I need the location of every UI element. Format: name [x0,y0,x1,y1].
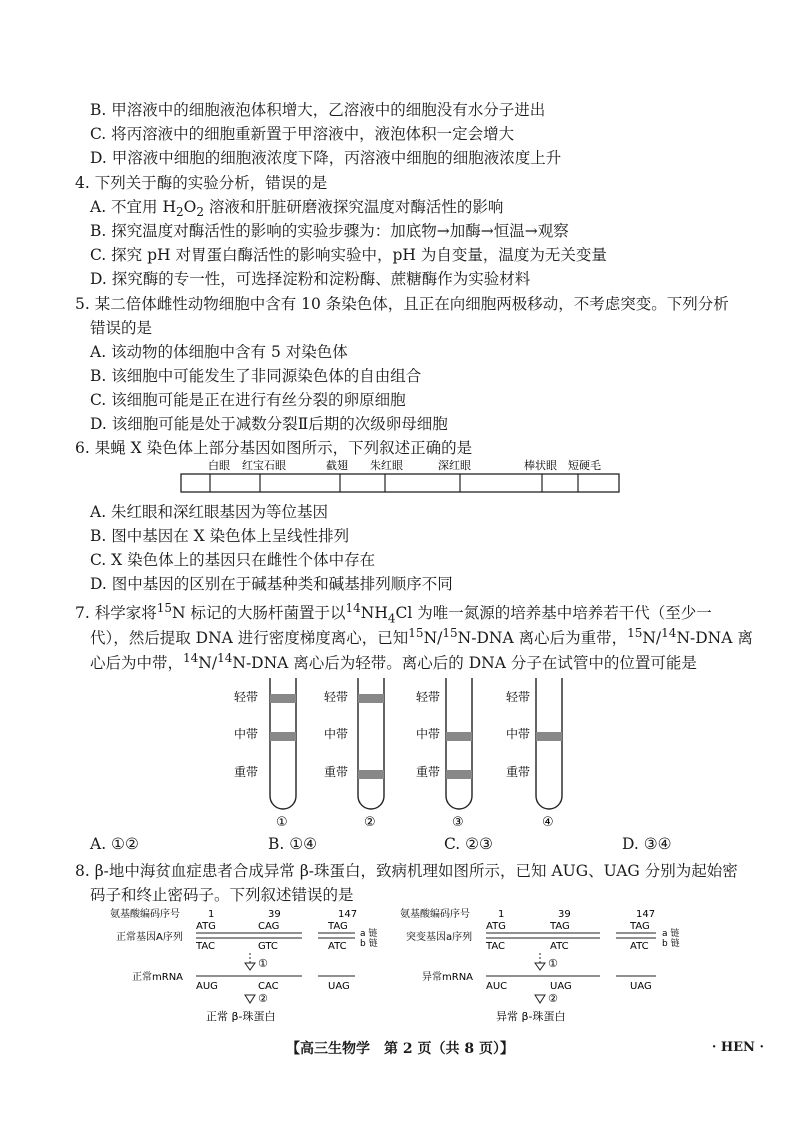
position-1: 1 [208,909,215,920]
q4-option-c: C. 探究 pH 对胃蛋白酶活性的影响实验中，pH 为自变量，温度为无关变量 [90,246,607,264]
tube-number: ③ [452,815,464,830]
q8-stem-line2: 码子和终止密码子。下列叙述错误的是 [90,886,354,904]
a-chain-label: a 链 [662,929,680,939]
position-147: 147 [338,909,358,920]
band-label-heavy: 重带 [506,765,531,779]
q7-stem-line2: 代），然后提取 DNA 进行密度梯度离心，已知$^{15}$N/$^{15}$N-DNA 离心后为重带，$^{15}$N/$^{14}$N-DNA 离 [90,626,753,648]
tube-number: ① [276,815,288,830]
q7-stem-line1: 7. 科学家将$^{15}$N 标记的大肠杆菌置于以$^{14}NH_4Cl$ 为唯一氮源的培养基中培养若干代（至少一 [75,601,712,626]
a-chain-label: a 链 [360,929,378,939]
aa-number-label: 氨基酸编码序号 [110,909,180,920]
gene-label: 短硬毛 [568,459,601,472]
b-chain-label: b 链 [360,939,378,949]
q4-option-a: A. 不宜用 $H_2O_2$ 溶液和肝脏研磨液探究温度对酶活性的影响 [90,198,504,220]
gene-label: 红宝石眼 [242,459,286,472]
gene-label: 深红眼 [438,459,471,472]
normal-gene-diagram [110,905,410,1030]
band-label-mid: 中带 [416,727,441,741]
codon: ATC [630,941,649,952]
x-chromosome-diagram [180,456,620,496]
q7-option-b: B. ①④ [268,835,318,853]
codon: ATC [328,941,347,952]
step-translation: ② [548,992,558,1005]
band-label-heavy: 重带 [234,765,259,779]
codon: UAG [630,981,652,992]
q5-option-d: D. 该细胞可能是处于减数分裂Ⅱ后期的次级卵母细胞 [90,415,448,433]
q7-option-a: A. ①② [90,835,139,853]
page-footer: 【高三生物学 第 2 页（共 8 页）】 [286,1041,514,1057]
codon: CAG [258,921,280,932]
q5-option-a: A. 该动物的体细胞中含有 5 对染色体 [90,343,348,361]
centrifuge-tubes-figure [220,676,600,836]
normal-protein-label: 正常 β-珠蛋白 [206,1010,276,1023]
codon: ATC [550,941,569,952]
q3-option-b: B. 甲溶液中的细胞液泡体积增大，乙溶液中的细胞没有水分子进出 [90,101,546,119]
q5-stem-line2: 错误的是 [90,319,153,337]
codon: TAG [550,921,570,932]
band-label-heavy: 重带 [416,765,441,779]
normal-gene-label: 正常基因A序列 [116,932,183,943]
codon: TAC [486,941,505,952]
q7-option-d: D. ③④ [622,835,672,853]
band-label-light: 轻带 [506,690,531,704]
codon: TAG [630,921,650,932]
gene-label: 朱红眼 [370,459,403,472]
position-147: 147 [636,909,656,920]
footer-code: · HEN · [711,1040,764,1055]
position-39: 39 [558,909,571,920]
q4-option-d: D. 探究酶的专一性，可选择淀粉和淀粉酶、蔗糖酶作为实验材料 [90,270,531,288]
q8-stem-line1: 8. β-地中海贫血症患者合成异常 β-珠蛋白，致病机理如图所示，已知 AUG、UAG 分别为起始密 [75,862,738,880]
q6-option-b: B. 图中基因在 X 染色体上呈线性排列 [90,527,350,545]
b-chain-label: b 链 [662,939,680,949]
codon: ATG [196,921,216,932]
q5-option-c: C. 该细胞可能是正在进行有丝分裂的卵原细胞 [90,391,406,409]
position-1: 1 [498,909,505,920]
q7-stem-line3: 心后为中带，$^{14}$N/$^{14}$N-DNA 离心后为轻带。离心后的 DNA 分子在试管中的位置可能是 [90,651,697,673]
q4-option-b: B. 探究温度对酶活性的影响的实验步骤为：加底物→加酶→恒温→观察 [90,222,569,240]
band-label-light: 轻带 [324,690,349,704]
q5-option-b: B. 该细胞中可能发生了非同源染色体的自由组合 [90,367,422,385]
aa-number-label: 氨基酸编码序号 [400,909,470,920]
q5-stem-line1: 5. 某二倍体雌性动物细胞中含有 10 条染色体，且正在向细胞两极移动，不考虑突变。下列分析 [75,295,729,313]
gene-label: 白眼 [208,459,230,472]
q6-option-d: D. 图中基因的区别在于碱基种类和碱基排列顺序不同 [90,575,453,593]
step-transcription: ① [548,957,558,970]
q6-option-a: A. 朱红眼和深红眼基因为等位基因 [90,503,329,521]
step-translation: ② [258,992,268,1005]
q3-option-d: D. 甲溶液中细胞的细胞液浓度下降，丙溶液中细胞的细胞液浓度上升 [90,149,562,167]
mutant-gene-label: 突变基因a序列 [406,932,473,943]
tube-number: ② [364,815,376,830]
codon: UAG [328,981,350,992]
abnormal-protein-label: 异常 β-珠蛋白 [496,1010,566,1023]
normal-mrna-label: 正常mRNA [132,972,184,983]
gene-label: 截翅 [326,459,348,472]
codon: TAC [196,941,215,952]
band-label-mid: 中带 [506,727,531,741]
tube-number: ④ [542,815,554,830]
codon: UAG [550,981,572,992]
codon: ATG [486,921,506,932]
q4-stem: 4. 下列关于酶的实验分析，错误的是 [75,174,328,192]
band-label-light: 轻带 [234,690,259,704]
q6-stem: 6. 果蝇 X 染色体上部分基因如图所示，下列叙述正确的是 [75,439,473,457]
position-39: 39 [268,909,281,920]
q7-option-c: C. ②③ [444,835,493,853]
codon: AUG [196,981,218,992]
q3-option-c: C. 将丙溶液中的细胞重新置于甲溶液中，液泡体积一定会增大 [90,125,515,143]
q6-option-c: C. X 染色体上的基因只在雌性个体中存在 [90,551,376,569]
band-label-mid: 中带 [234,727,259,741]
abnormal-mrna-label: 异常mRNA [422,972,474,983]
mutant-gene-diagram [400,905,700,1030]
codon: GTC [258,941,278,952]
band-label-heavy: 重带 [324,765,349,779]
step-transcription: ① [258,957,268,970]
codon: TAG [328,921,348,932]
band-label-light: 轻带 [416,690,441,704]
codon: CAC [258,981,279,992]
gene-label: 棒状眼 [524,459,557,472]
band-label-mid: 中带 [324,727,349,741]
codon: AUC [486,981,508,992]
